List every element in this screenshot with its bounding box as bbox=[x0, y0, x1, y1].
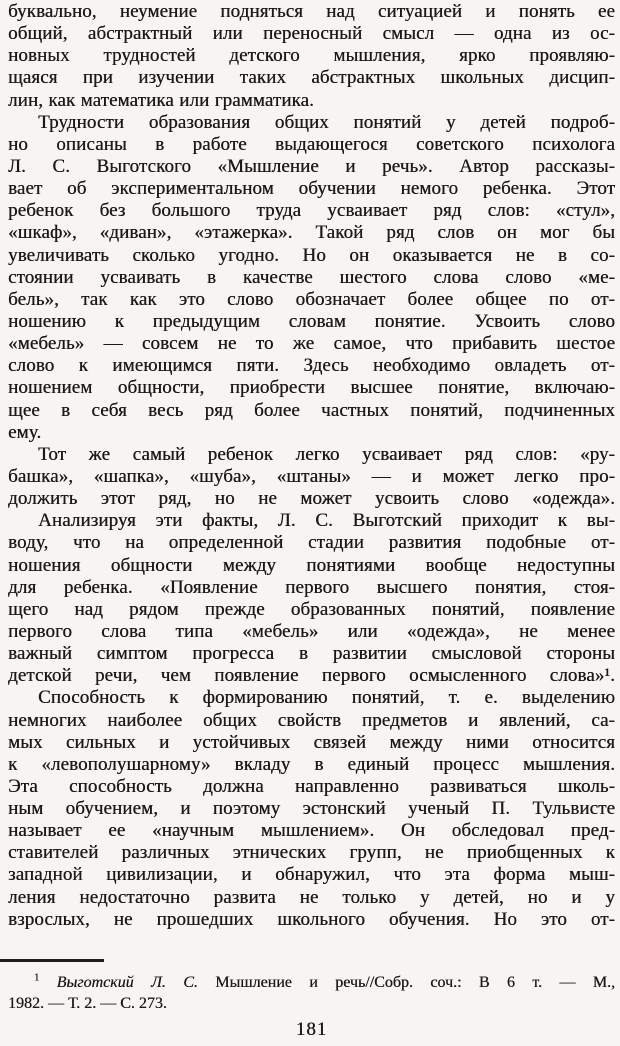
body-line: стоянии усваивать в качестве шестого слова слово «ме- bbox=[8, 266, 615, 288]
body-line: должить этот ряд, но не может усвоить слово «одежда». bbox=[8, 488, 615, 510]
body-line: буквально, неумение подняться над ситуацией и понять ее bbox=[8, 1, 615, 22]
body-line: ребенок без большого труда усваивает ряд слов: «стул», bbox=[8, 200, 615, 222]
body-line: слово к имеющимся пяти. Здесь необходимо овладеть от- bbox=[8, 355, 615, 377]
footnote-reference-text: Мышление и речь//Собр. соч.: В 6 т. — М., bbox=[215, 974, 615, 991]
body-line: вает об экспериментальном обучении немого ребенка. Этот bbox=[8, 178, 615, 200]
body-line: ношению к предыдущим словам понятие. Усвоить слово bbox=[8, 310, 615, 332]
body-line: «мебель» — совсем не то же самое, что прибавить шестое bbox=[8, 333, 615, 355]
body-line: называет ее «научным мышлением». Он обследовал пред- bbox=[8, 820, 615, 842]
body-line: западной цивилизации, и обнаружил, что эта форма мыш- bbox=[8, 864, 615, 886]
body-line: общий, абстрактный или переносный смысл — одна из ос- bbox=[8, 23, 615, 45]
paragraph bbox=[8, 510, 615, 687]
body-line: новных трудностей детского мышления, ярко проявляю- bbox=[8, 45, 615, 67]
body-line: ления недостаточно развита не только у детей, но и у bbox=[8, 886, 615, 908]
body-line: ным обучением, и поэтому эстонский ученый П. Тульвисте bbox=[8, 798, 615, 820]
body-line: детской речи, чем появление первого осмысленного слова»¹. bbox=[8, 665, 615, 687]
body-text bbox=[8, 1, 615, 931]
body-line: важный симптом прогресса в развитии смысловой стороны bbox=[8, 643, 615, 665]
body-line: для ребенка. «Появление первого высшего понятия, стоя- bbox=[8, 576, 615, 598]
page-number: 181 bbox=[295, 1019, 328, 1040]
body-line: взрослых, не прошедших школьного обучения. Но это от- bbox=[8, 908, 615, 930]
footnote-marker: 1 bbox=[34, 972, 40, 984]
body-line: «шкаф», «диван», «этажерка». Такой ряд слов он мог бы bbox=[8, 222, 615, 244]
body-line: первого слова типа «мебель» или «одежда», не менее bbox=[8, 620, 615, 642]
body-line: башка», «шапка», «шуба», «штаны» — и может легко про- bbox=[8, 465, 615, 487]
body-line: Трудности образования общих понятий у детей подроб- bbox=[38, 111, 615, 133]
paragraph bbox=[8, 444, 615, 510]
body-line: Эта способность должна направленно развиваться школь- bbox=[8, 775, 615, 797]
body-line: ношением общности, приобрести высшее понятие, включаю- bbox=[8, 377, 615, 399]
body-line: Тот же самый ребенок легко усваивает ряд слов: «ру- bbox=[38, 443, 615, 465]
body-line: но описаны в работе выдающегося советского психолога bbox=[8, 133, 615, 155]
body-line: щее в себя весь ряд более частных понятий, подчиненных bbox=[8, 399, 615, 421]
footnote-author: Выготский Л. С. bbox=[56, 974, 198, 991]
paragraph bbox=[8, 1, 615, 112]
body-line: лин, как математика или грамматика. bbox=[8, 89, 314, 111]
body-line: Способность к формированию понятий, т. е. выделению bbox=[38, 687, 615, 709]
body-line: Анализируя эти факты, Л. С. Выготский приходит к вы- bbox=[38, 510, 615, 532]
body-line: увеличивать сколько угодно. Но он оказывается не в со- bbox=[8, 244, 615, 266]
body-line: ставителей различных этнических групп, не приобщенных к bbox=[8, 842, 615, 864]
body-line: щаяся при изучении таких абстрактных школьных дисцип- bbox=[8, 67, 615, 89]
paragraph bbox=[8, 112, 615, 444]
footnote-line: 1982. — Т. 2. — С. 273. bbox=[8, 995, 167, 1012]
body-line: бель», так как это слово обозначает более общее по от- bbox=[8, 288, 615, 310]
body-line: ему. bbox=[8, 421, 42, 443]
body-line: Л. С. Выготского «Мышление и речь». Автор рассказы- bbox=[8, 155, 615, 177]
body-line: немногих наиболее общих свойств предметов и явлений, са- bbox=[8, 709, 615, 731]
footnote-line bbox=[8, 972, 615, 993]
body-line: воду, что на определенной стадии развития подобные от- bbox=[8, 532, 615, 554]
paragraph bbox=[8, 687, 615, 931]
body-line: к «левополушарному» вкладу в единый процесс мышления. bbox=[8, 753, 615, 775]
footnote-separator-rule bbox=[0, 959, 104, 962]
body-line: мых сильных и устойчивых связей между ними относится bbox=[8, 731, 615, 753]
footnote bbox=[8, 972, 615, 1014]
body-line: ношения общности между понятиями вообще недоступны bbox=[8, 554, 615, 576]
body-line: щего над рядом прежде образованных понятий, появление bbox=[8, 598, 615, 620]
